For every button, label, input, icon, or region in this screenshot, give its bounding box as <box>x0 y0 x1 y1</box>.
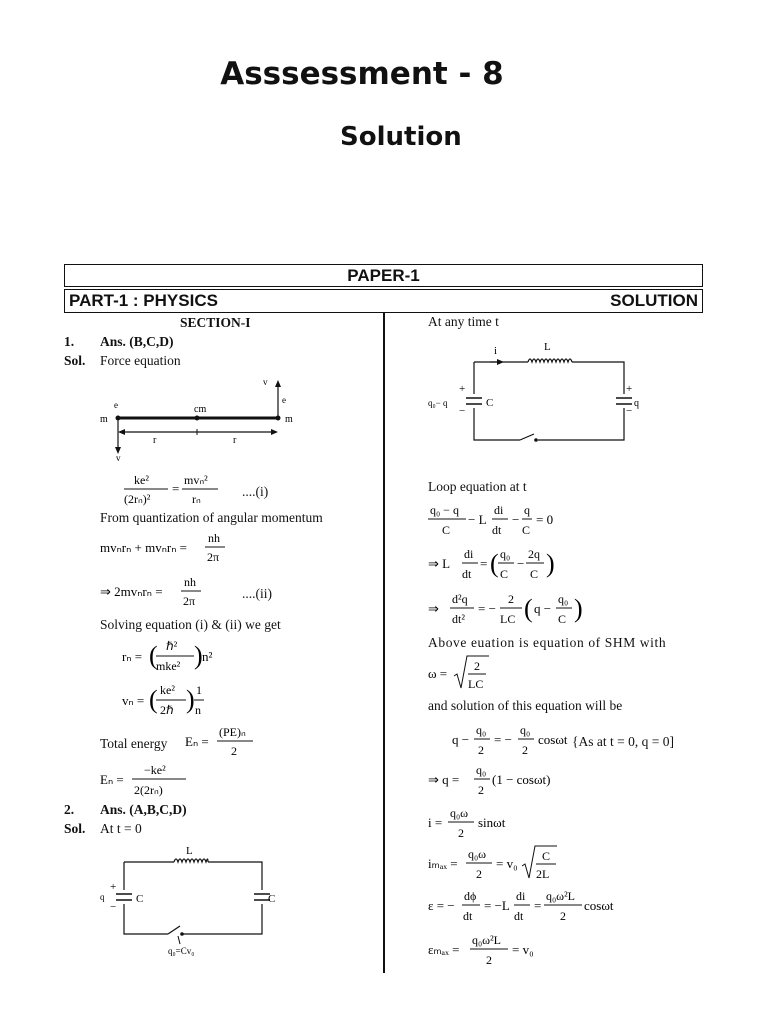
eq-tag-i: ....(i) <box>242 484 269 499</box>
svg-text:⇒ 2mvₙrₙ =: ⇒ 2mvₙrₙ = <box>100 584 163 599</box>
svg-text:⇒ q =: ⇒ q = <box>428 772 460 787</box>
svg-text:dt: dt <box>514 909 524 923</box>
section-heading: SECTION-I <box>180 315 251 330</box>
rc-C: C <box>486 397 494 409</box>
svg-text:εₘₐₓ =: εₘₐₓ = <box>428 942 460 957</box>
fig-vn-bottom: v <box>116 453 121 463</box>
q2-fig-bottom: q₀=Cv₀ <box>168 946 195 956</box>
svg-text:dt: dt <box>463 909 473 923</box>
svg-text:mvₙrₙ + mvₙrₙ =: mvₙrₙ + mvₙrₙ = <box>100 540 188 555</box>
svg-text:ℏ²: ℏ² <box>166 639 178 653</box>
svg-text:): ) <box>546 549 555 578</box>
equation-ii <box>100 574 220 614</box>
svg-text:cosωt: cosωt <box>584 898 614 913</box>
page-title: Asssessment - 8 <box>220 56 504 92</box>
svg-text:2π: 2π <box>207 550 220 564</box>
fig-rn-left: r <box>153 435 157 446</box>
rc-L: L <box>544 341 551 353</box>
svg-text:=: = <box>480 556 488 571</box>
solving-text: Solving equation (i) & (ii) we get <box>100 617 281 632</box>
svg-text:2: 2 <box>478 743 484 757</box>
svg-text:2: 2 <box>476 867 482 881</box>
svg-text:ω =: ω = <box>428 666 448 681</box>
svg-text:q₀: q₀ <box>558 592 569 606</box>
q2-fig-C-left: C <box>136 893 144 905</box>
equation-imax <box>428 844 568 888</box>
q2-sol-label: Sol. <box>64 821 86 836</box>
q1-sol-label: Sol. <box>64 353 86 368</box>
svg-text:): ) <box>194 641 203 670</box>
svg-text:C: C <box>500 567 509 581</box>
svg-text:i =: i = <box>428 815 443 830</box>
svg-text:(2rₙ)²: (2rₙ)² <box>124 492 151 506</box>
svg-text:2: 2 <box>231 744 237 758</box>
svg-text:−ke²: −ke² <box>144 763 166 777</box>
svg-text:= −L: = −L <box>484 898 510 913</box>
svg-text:rₙ: rₙ <box>192 492 201 506</box>
equation-loop <box>428 500 568 544</box>
svg-text:2: 2 <box>458 826 464 840</box>
equation-di-dt <box>428 544 568 588</box>
svg-text:=: = <box>172 481 180 496</box>
q2-answer: Ans. (A,B,C,D) <box>100 802 187 817</box>
solution-text: and solution of this equation will be <box>428 698 623 713</box>
equation-rn <box>122 636 232 682</box>
svg-text:d²q: d²q <box>452 592 468 606</box>
svg-text:LC: LC <box>500 612 516 626</box>
equation-angular-momentum <box>100 530 240 570</box>
svg-text:ε = −: ε = − <box>428 898 455 913</box>
q1-figure <box>96 372 316 464</box>
svg-text:2: 2 <box>522 743 528 757</box>
svg-text:Eₙ =: Eₙ = <box>185 734 209 749</box>
fig-vn-top: v <box>263 377 268 387</box>
rc-minus-right: − <box>626 405 633 417</box>
fig-m-left: m <box>100 414 108 425</box>
svg-text:2L: 2L <box>536 867 550 881</box>
eq-tag-ii: ....(ii) <box>242 586 272 601</box>
part-header <box>64 289 703 313</box>
svg-text:−: − <box>512 512 520 527</box>
svg-text:C: C <box>530 567 539 581</box>
svg-text:q₀: q₀ <box>476 763 487 777</box>
svg-text:dt²: dt² <box>452 612 465 626</box>
svg-text:⇒ L: ⇒ L <box>428 556 451 571</box>
svg-text:q₀ω: q₀ω <box>468 847 487 861</box>
svg-text:1: 1 <box>196 683 202 697</box>
q1-answer: Ans. (B,C,D) <box>100 334 174 349</box>
svg-text:): ) <box>574 594 583 623</box>
svg-text:(: ( <box>490 549 499 578</box>
svg-text:sinωt: sinωt <box>478 815 506 830</box>
part-label: PART-1 : PHYSICS <box>69 291 218 310</box>
svg-text:= v₀: = v₀ <box>496 856 518 871</box>
rc-minus-left: − <box>459 405 466 417</box>
svg-text:ke²: ke² <box>134 473 149 487</box>
equation-vn <box>122 680 232 726</box>
svg-text:q₀: q₀ <box>520 723 531 737</box>
svg-text:(: ( <box>149 641 158 670</box>
condition-text: {As at t = 0, q = 0] <box>572 734 674 749</box>
svg-text:2: 2 <box>486 953 492 967</box>
svg-text:= −: = − <box>478 601 496 616</box>
fig-e-left: e <box>114 400 118 410</box>
svg-text:2(2rₙ): 2(2rₙ) <box>134 783 163 797</box>
equation-current <box>428 803 538 847</box>
shm-text: Above euation is equation of SHM with <box>428 635 667 650</box>
svg-text:q₀ − q: q₀ − q <box>430 503 459 517</box>
svg-text:Eₙ =: Eₙ = <box>100 772 124 787</box>
svg-text:C: C <box>542 849 551 863</box>
svg-text:2π: 2π <box>183 594 196 608</box>
svg-text:−: − <box>517 556 525 571</box>
svg-text:dt: dt <box>492 523 502 537</box>
rc-q-left: q₀− q <box>428 398 448 408</box>
svg-text:q₀: q₀ <box>500 547 511 561</box>
svg-text:LC: LC <box>468 677 484 691</box>
svg-text:q: q <box>524 503 530 517</box>
svg-text:nh: nh <box>184 575 196 589</box>
svg-text:2: 2 <box>474 659 480 673</box>
equation-emf <box>428 886 628 930</box>
svg-text:mvₙ²: mvₙ² <box>184 473 208 487</box>
fig-cm: cm <box>194 404 207 415</box>
rc-plus-left: + <box>459 383 466 395</box>
q2-fig-plus: + <box>110 881 117 893</box>
svg-text:q −: q − <box>534 601 552 616</box>
svg-text:C: C <box>442 523 451 537</box>
q2-circuit <box>96 840 296 960</box>
q2-number: 2. <box>64 802 75 817</box>
svg-text:2: 2 <box>508 592 514 606</box>
svg-text:q₀: q₀ <box>476 723 487 737</box>
svg-text:dϕ: dϕ <box>464 889 477 903</box>
svg-text:C: C <box>558 612 567 626</box>
svg-text:di: di <box>516 889 526 903</box>
svg-text:2ℏ: 2ℏ <box>160 703 174 717</box>
q1-sol-text: Force equation <box>100 353 181 368</box>
svg-text:2: 2 <box>478 783 484 797</box>
q1-number: 1. <box>64 334 75 349</box>
energy-text: Total energy <box>100 736 168 751</box>
svg-text:dt: dt <box>462 567 472 581</box>
fig-m-right: m <box>285 414 293 425</box>
quantization-text: From quantization of angular momentum <box>100 510 323 525</box>
svg-text:n²: n² <box>202 649 213 664</box>
fig-e-right: e <box>282 395 286 405</box>
svg-text:cosωt: cosωt <box>538 732 568 747</box>
svg-text:ke²: ke² <box>160 683 175 697</box>
svg-text:= 0: = 0 <box>536 512 554 527</box>
solution-label: SOLUTION <box>610 291 698 310</box>
svg-text:⇒: ⇒ <box>428 601 439 616</box>
equation-omega <box>428 654 508 698</box>
svg-text:di: di <box>494 503 504 517</box>
svg-text:(: ( <box>524 594 533 623</box>
right-circuit <box>426 336 646 446</box>
svg-text:− L: − L <box>468 512 487 527</box>
equation-q-solution <box>428 760 568 804</box>
svg-text:(PE)ₙ: (PE)ₙ <box>219 725 246 739</box>
svg-text:=: = <box>534 898 542 913</box>
equation-emf-max <box>428 930 568 974</box>
svg-text:nh: nh <box>208 531 220 545</box>
svg-text:(1 − cosωt): (1 − cosωt) <box>492 772 551 787</box>
svg-text:2: 2 <box>560 909 566 923</box>
paper-header <box>64 264 703 287</box>
rc-i: i <box>494 345 498 357</box>
svg-text:di: di <box>464 547 474 561</box>
page-subtitle: Solution <box>340 122 462 152</box>
svg-text:C: C <box>522 523 531 537</box>
svg-text:= −: = − <box>494 732 512 747</box>
svg-text:q₀ω: q₀ω <box>450 806 469 820</box>
svg-text:vₙ =: vₙ = <box>122 693 145 708</box>
any-time-text: At any time t <box>428 314 499 329</box>
svg-text:q₀ω²L: q₀ω²L <box>472 933 502 947</box>
svg-text:2q: 2q <box>528 547 540 561</box>
equation-q-cos <box>452 720 572 764</box>
svg-text:rₙ =: rₙ = <box>122 649 143 664</box>
equation-force <box>122 470 242 514</box>
svg-text:q −: q − <box>452 732 470 747</box>
svg-text:= v₀: = v₀ <box>512 942 534 957</box>
q2-fig-q0: q <box>100 892 105 902</box>
q2-fig-C-right: C <box>268 893 276 905</box>
svg-text:q₀ω²L: q₀ω²L <box>546 889 576 903</box>
svg-text:n: n <box>195 703 201 717</box>
column-divider <box>383 313 385 973</box>
rc-plus-right: + <box>626 383 633 395</box>
q2-fig-minus: − <box>110 901 117 913</box>
svg-text:): ) <box>186 685 195 714</box>
q2-sol-text: At t = 0 <box>100 821 142 836</box>
equation-d2q <box>428 589 588 633</box>
svg-text:iₘₐₓ =: iₘₐₓ = <box>428 856 458 871</box>
paper-label: PAPER-1 <box>347 266 420 285</box>
svg-text:mke²: mke² <box>156 659 181 673</box>
equation-energy-value <box>100 760 220 804</box>
loop-text: Loop equation at t <box>428 479 527 494</box>
rc-q-right: q <box>634 398 639 409</box>
svg-text:(: ( <box>149 685 158 714</box>
fig-rn-right: r <box>233 435 237 446</box>
q2-fig-L: L <box>186 845 193 857</box>
